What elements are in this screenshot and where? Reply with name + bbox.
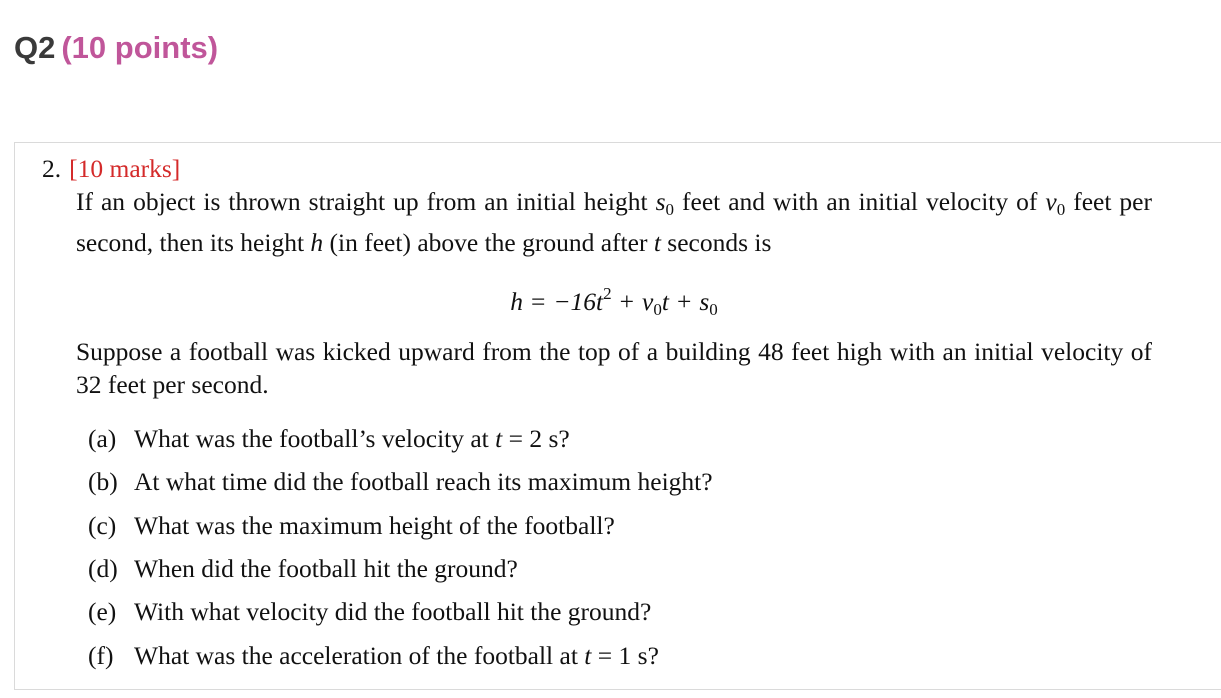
- var-s0: $s_0$: [655, 187, 674, 219]
- intro-text-2: feet and with an initial velocity of: [674, 187, 1046, 216]
- subquestion-e: (e) With what velocity did the football hit the ground?: [88, 597, 652, 626]
- var-t: t: [653, 227, 661, 257]
- subquestion-b: (b) At what time did the football reach its maximum height?: [88, 467, 713, 496]
- question-number: Q2: [14, 30, 56, 65]
- intro-text-1: If an object is thrown straight up from an initial height: [76, 187, 656, 216]
- subquestion-f: (f) What was the acceleration of the football at t = 1 s?: [88, 641, 659, 670]
- intro-text-5: seconds is: [660, 227, 772, 257]
- height-equation: $h = -16t^2 + v_0t + s_0$: [510, 284, 718, 319]
- question-points: (10 points): [61, 30, 219, 65]
- problem-number: 2.: [42, 154, 62, 183]
- intro-text-4: (in feet) above the ground after: [323, 227, 654, 257]
- intro-text-3: feet per second, then its height: [76, 187, 1152, 257]
- subquestion-d: (d) When did the football hit the ground?: [88, 554, 518, 583]
- problem-scenario: Suppose a football was kicked upward from the top of a building 48 feet high with an initial velocity of 32 feet per second.: [76, 337, 1152, 399]
- problem-marks: [10 marks]: [69, 154, 181, 183]
- problem-intro: [76, 186, 1152, 259]
- question-header: [14, 28, 218, 68]
- subquestion-c: (c) What was the maximum height of the football?: [88, 511, 615, 540]
- var-h: h: [310, 227, 324, 257]
- subquestion-a: (a) What was the football’s velocity at t = 2 s?: [88, 424, 570, 453]
- problem-heading: [42, 153, 180, 185]
- var-v0: $v_0$: [1045, 187, 1066, 219]
